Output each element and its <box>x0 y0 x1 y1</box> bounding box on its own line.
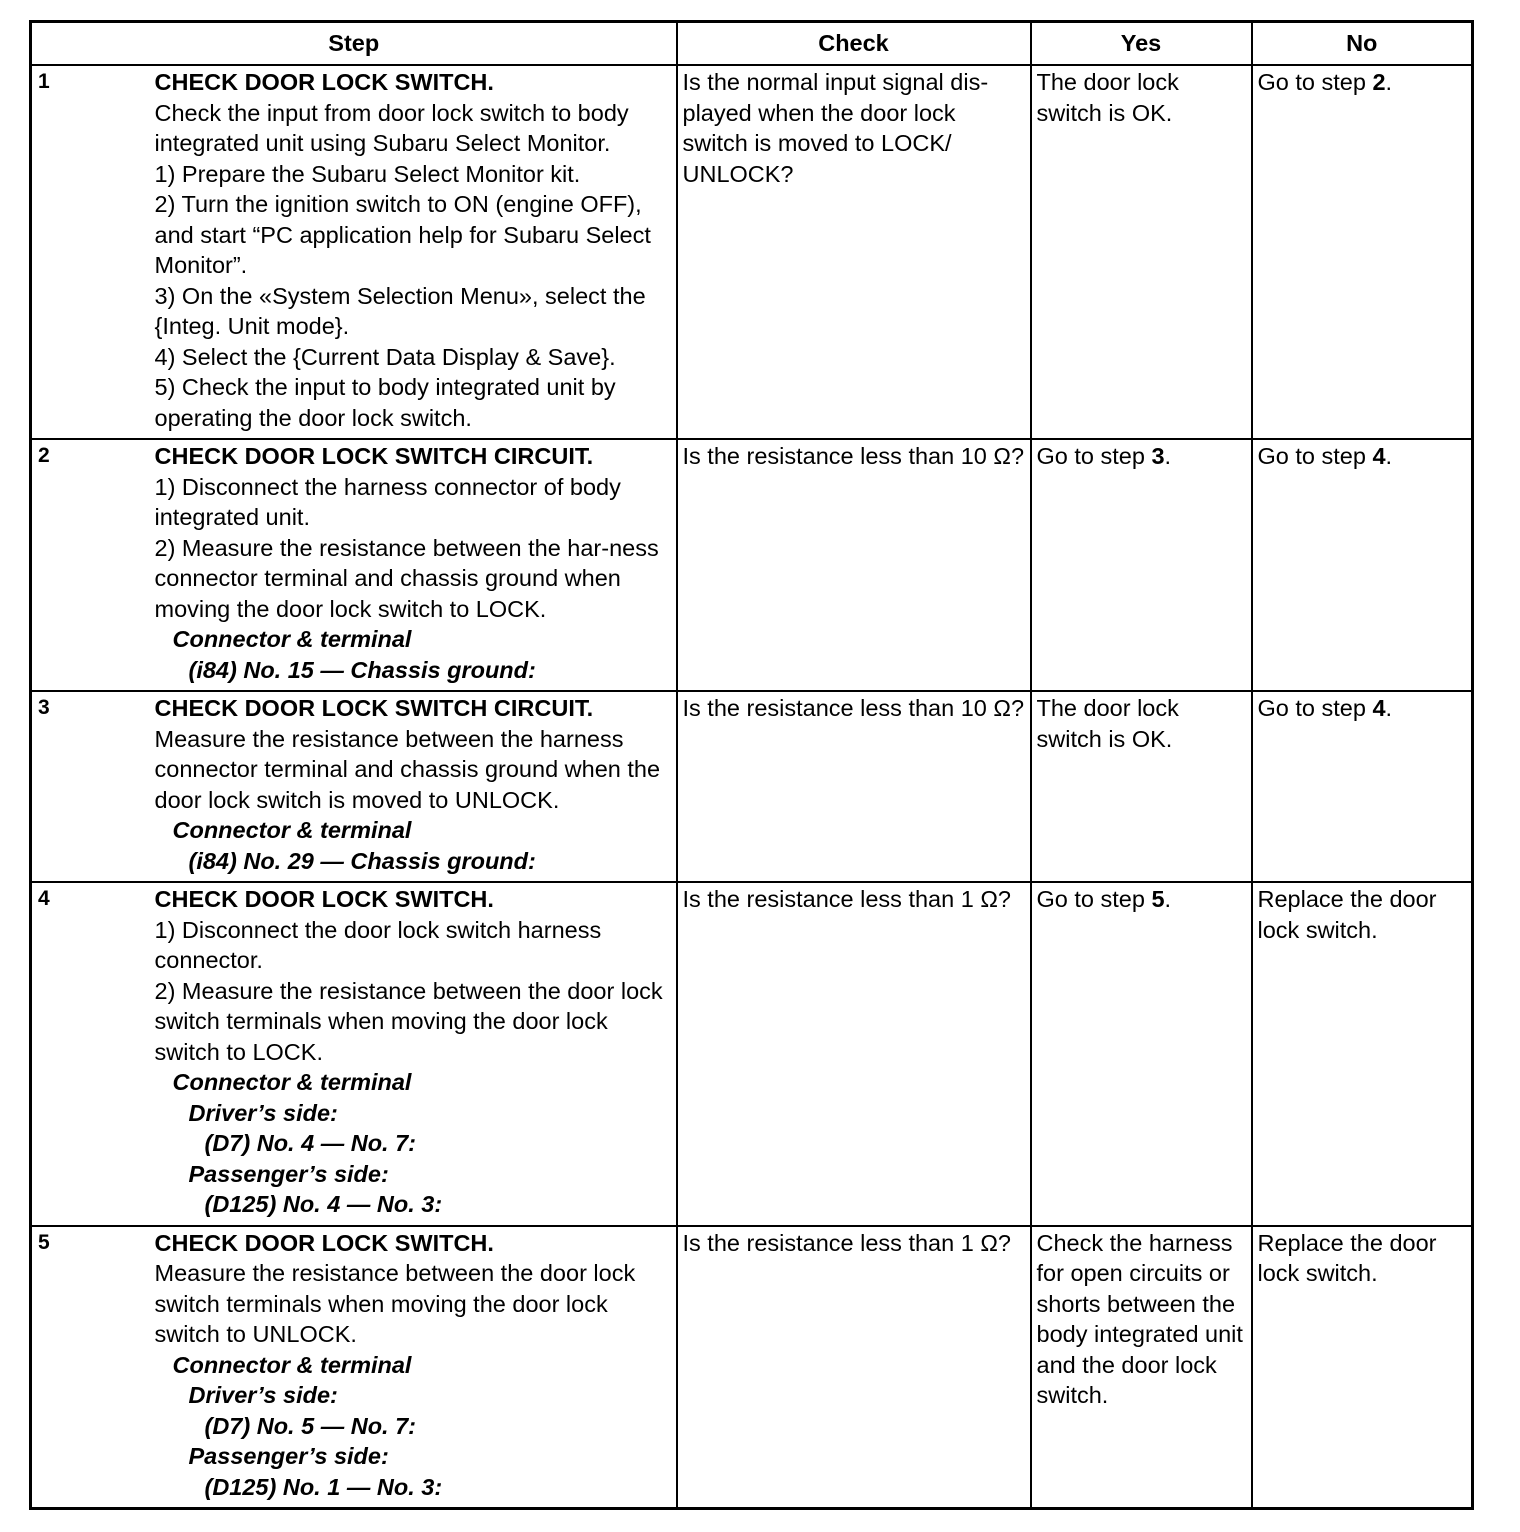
step-line: Check the input from door lock switch to body integrated unit using Subaru Select Monitor. <box>154 99 629 156</box>
diagnostic-procedure-table <box>29 20 1474 1510</box>
step-instructions <box>149 439 677 691</box>
no-action <box>1252 65 1473 439</box>
step-instructions <box>149 65 677 439</box>
step-line: 2) Measure the resistance between the har-ness connector terminal and chassis ground when moving the door lock switch to LOCK. <box>154 534 659 622</box>
step-instructions <box>149 882 677 1226</box>
connector-terminal: (i84) No. 29 — Chassis ground: <box>188 847 536 874</box>
yes-text: The door lock switch is OK. <box>1036 695 1179 752</box>
yes-text: Go to step <box>1036 886 1152 912</box>
yes-action <box>1031 882 1252 1226</box>
connector-terminal: (D7) No. 4 — No. 7: <box>204 1130 417 1156</box>
step-line: 3) On the «System Selection Menu», select the {Integ. Unit mode}. <box>154 282 646 339</box>
no-end: . <box>1385 69 1393 95</box>
no-step-ref: 4 <box>1372 695 1386 721</box>
step-line: 1) Disconnect the door lock switch harness connector. <box>154 916 602 973</box>
step-line: 1) Prepare the Subaru Select Monitor kit. <box>154 160 581 187</box>
connector-heading: Connector & terminal <box>172 1351 412 1378</box>
step-line: 2) Measure the resistance between the door lock switch terminals when moving the door lock switch to LOCK. <box>154 977 663 1065</box>
connector-side-label: Passenger’s side: <box>188 1160 389 1187</box>
step-line: 4) Select the {Current Data Display & Save}. <box>154 343 616 370</box>
yes-end: . <box>1164 443 1172 469</box>
step-line: Measure the resistance between the harness connector terminal and chassis ground when the door lock switch is moved to UNLOCK. <box>154 725 661 813</box>
step-instructions <box>149 691 677 882</box>
yes-text: The door lock switch is OK. <box>1036 69 1179 126</box>
table-row <box>31 691 1473 882</box>
step-title: CHECK DOOR LOCK SWITCH. <box>154 886 494 912</box>
yes-step-ref: 3 <box>1151 443 1165 469</box>
no-end: . <box>1385 443 1393 469</box>
step-number: 4 <box>31 882 149 1226</box>
yes-text: Check the harness for open circuits or shorts between the body integrated unit and the door lock switch. <box>1036 1229 1243 1408</box>
table-row <box>31 1226 1473 1509</box>
connector-terminal: (D125) No. 1 — No. 3: <box>204 1473 443 1500</box>
yes-action <box>1031 65 1252 439</box>
no-action <box>1252 691 1473 882</box>
no-text: Replace the door lock switch. <box>1257 1229 1437 1286</box>
step-title: CHECK DOOR LOCK SWITCH. <box>154 1229 494 1256</box>
no-step-ref: 2 <box>1372 69 1386 95</box>
step-line: Measure the resistance between the door lock switch terminals when moving the door lock switch to UNLOCK. <box>154 1260 636 1347</box>
step-number: 3 <box>31 691 149 882</box>
step-line: 5) Check the input to body integrated unit by operating the door lock switch. <box>154 374 616 431</box>
yes-action <box>1031 1226 1252 1509</box>
table-row <box>31 65 1473 439</box>
check-question: Is the resistance less than 1 Ω? <box>677 1226 1031 1509</box>
connector-heading: Connector & terminal <box>172 626 412 652</box>
connector-heading: Connector & terminal <box>172 817 412 843</box>
step-title: CHECK DOOR LOCK SWITCH CIRCUIT. <box>154 695 594 721</box>
no-text: Replace the door lock switch. <box>1257 886 1437 943</box>
header-yes: Yes <box>1031 22 1252 66</box>
header-row <box>31 22 1473 66</box>
yes-action <box>1031 691 1252 882</box>
no-text: Go to step <box>1257 695 1373 721</box>
header-step: Step <box>31 22 677 66</box>
step-title: CHECK DOOR LOCK SWITCH CIRCUIT. <box>154 443 594 469</box>
table-row <box>31 439 1473 691</box>
yes-text: Go to step <box>1036 443 1152 469</box>
yes-end: . <box>1164 886 1172 912</box>
connector-side-label: Driver’s side: <box>188 1382 338 1408</box>
header-no: No <box>1252 22 1473 66</box>
yes-step-ref: 5 <box>1151 886 1165 912</box>
check-question: Is the normal input signal dis-played when the door lock switch is moved to LOCK/ UNLOCK? <box>677 65 1031 439</box>
no-action <box>1252 439 1473 691</box>
connector-side-label: Passenger’s side: <box>188 1443 389 1469</box>
header-check: Check <box>677 22 1031 66</box>
step-line: 1) Disconnect the harness connector of body integrated unit. <box>154 473 621 530</box>
no-text: Go to step <box>1257 443 1373 469</box>
yes-action <box>1031 439 1252 691</box>
step-number: 2 <box>31 439 149 691</box>
no-end: . <box>1385 695 1393 721</box>
check-question: Is the resistance less than 1 Ω? <box>677 882 1031 1226</box>
check-question: Is the resistance less than 10 Ω? <box>677 439 1031 691</box>
no-text: Go to step <box>1257 69 1373 95</box>
check-question: Is the resistance less than 10 Ω? <box>677 691 1031 882</box>
no-action <box>1252 882 1473 1226</box>
connector-heading: Connector & terminal <box>172 1069 412 1095</box>
connector-terminal: (D125) No. 4 — No. 3: <box>204 1191 443 1217</box>
connector-side-label: Driver’s side: <box>188 1099 338 1126</box>
step-instructions <box>149 1226 677 1509</box>
table-row <box>31 882 1473 1226</box>
step-number: 1 <box>31 65 149 439</box>
no-step-ref: 4 <box>1372 443 1386 469</box>
step-line: 2) Turn the ignition switch to ON (engine OFF), and start “PC application help for Subaru Select Monitor”. <box>154 191 651 278</box>
connector-terminal: (D7) No. 5 — No. 7: <box>204 1412 417 1439</box>
step-number: 5 <box>31 1226 149 1509</box>
connector-terminal: (i84) No. 15 — Chassis ground: <box>188 656 536 683</box>
no-action <box>1252 1226 1473 1509</box>
step-title: CHECK DOOR LOCK SWITCH. <box>154 69 494 95</box>
